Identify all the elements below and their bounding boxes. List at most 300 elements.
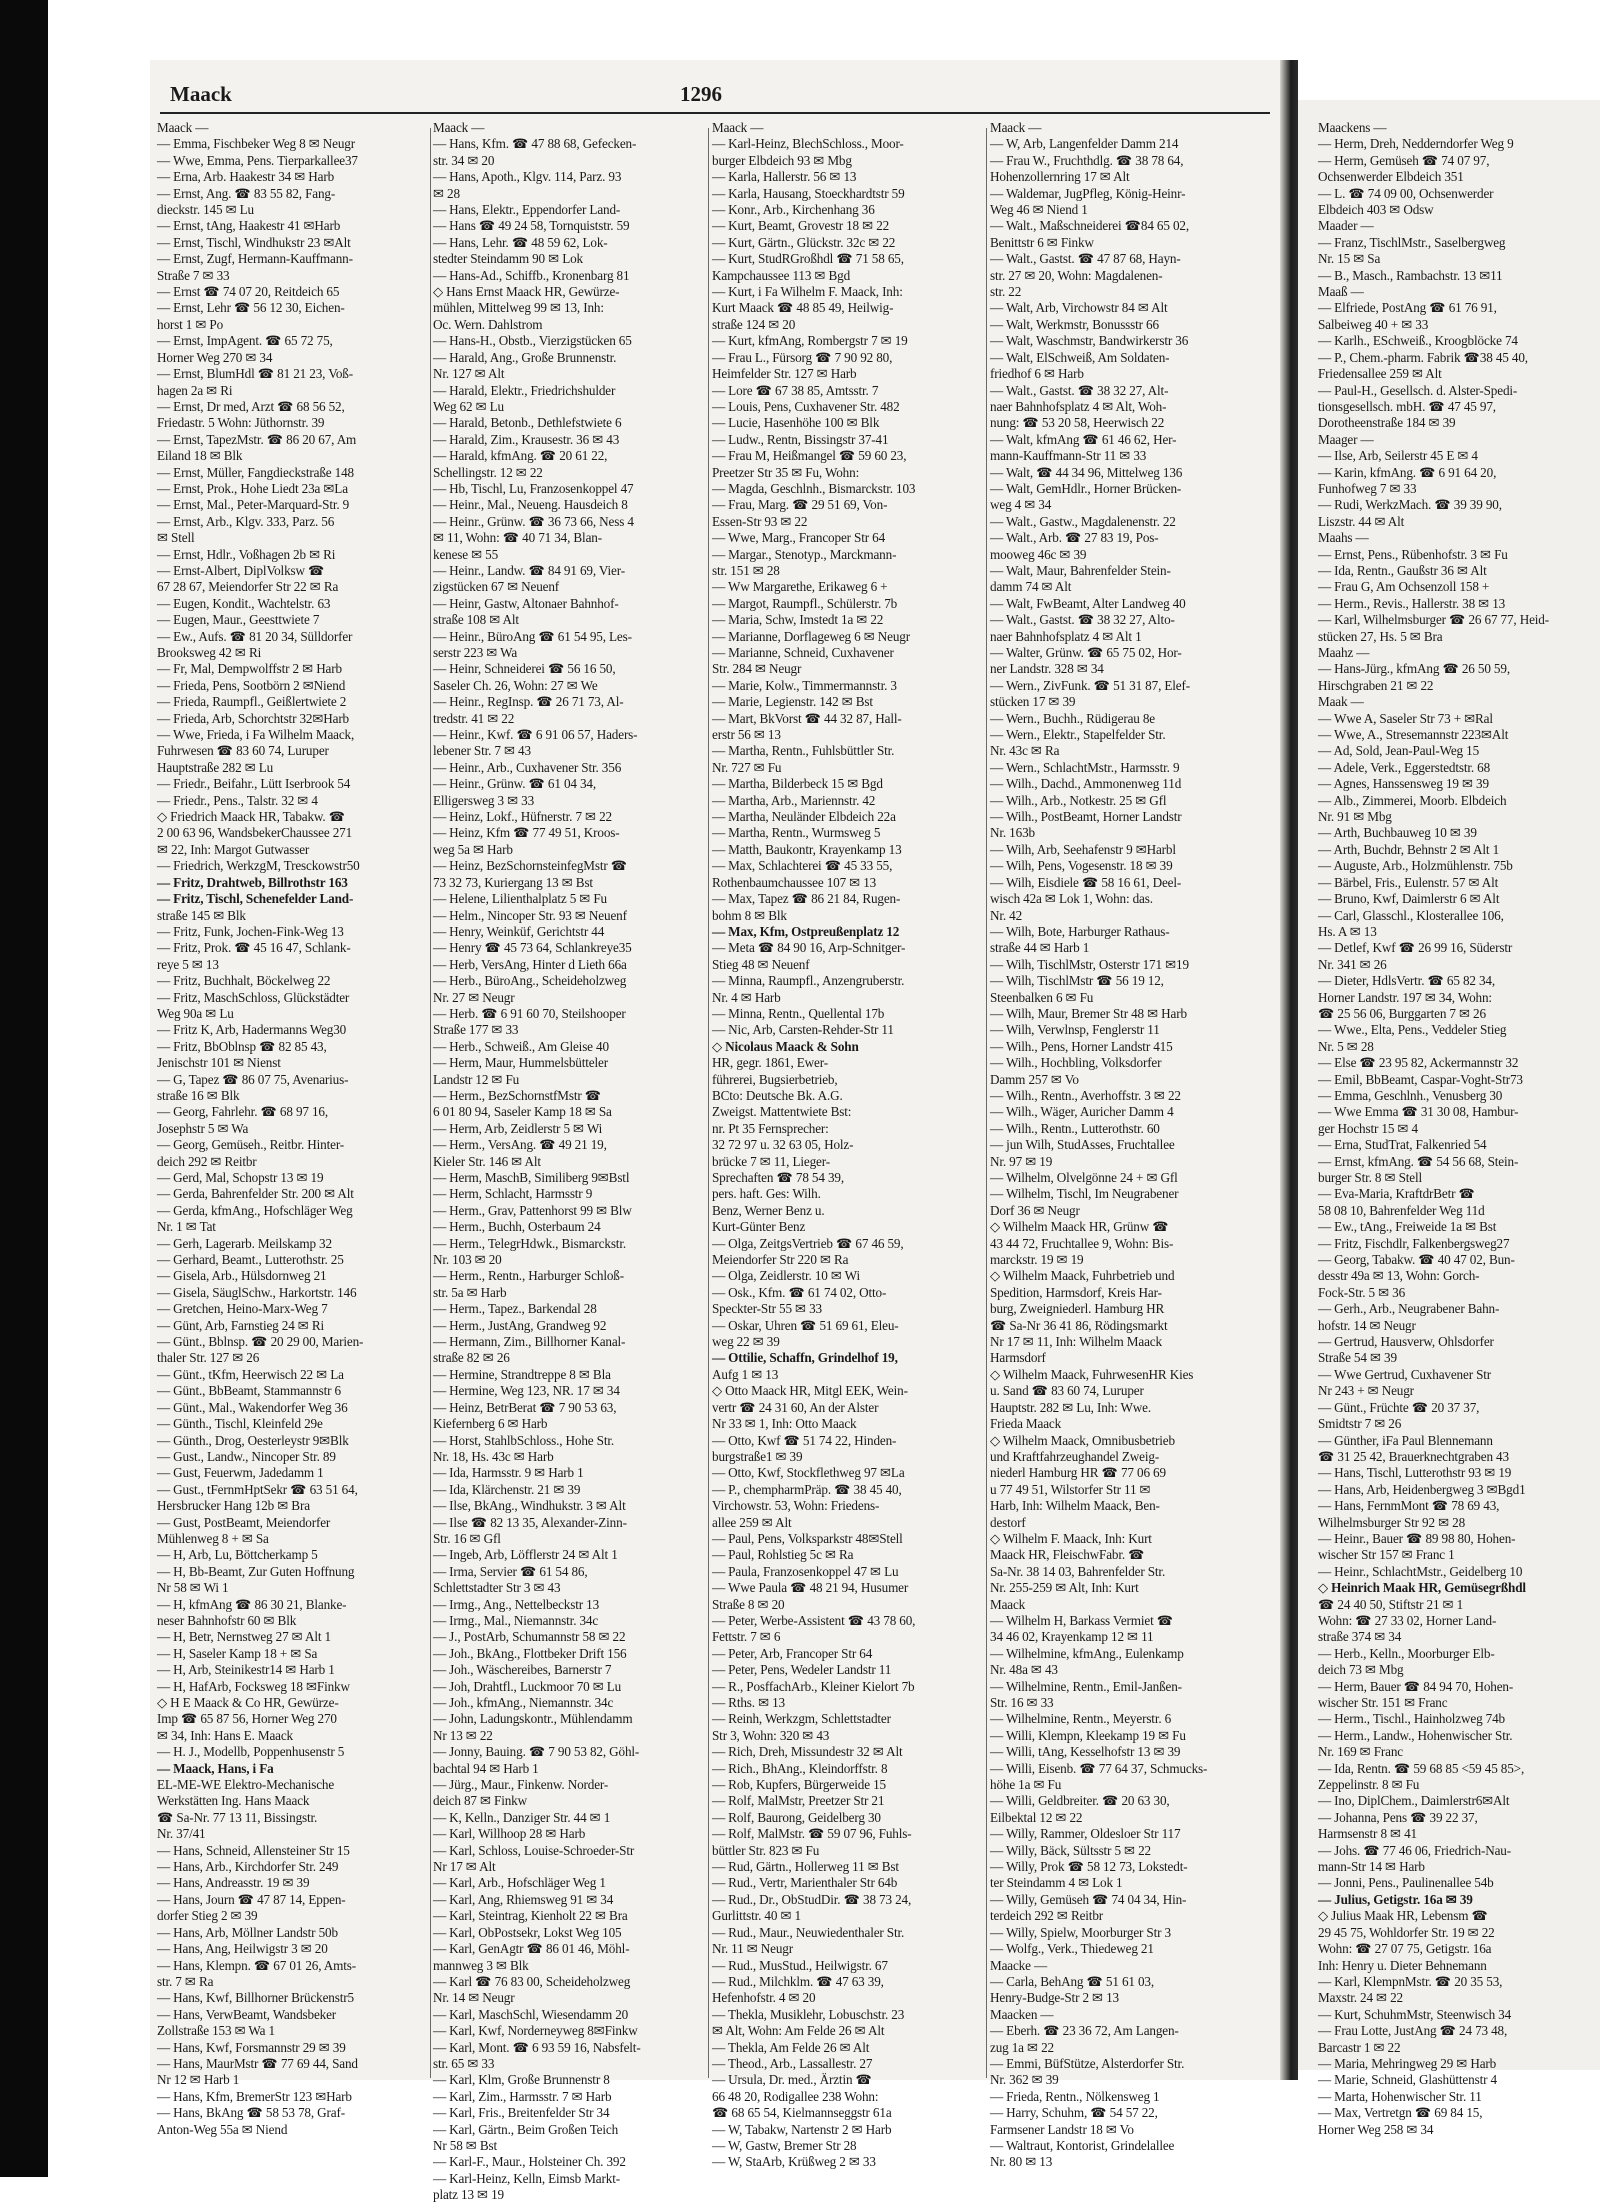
directory-entry-line: — Arth, Buchbauweg 10 ✉ 39	[1318, 825, 1477, 841]
directory-entry-line: — Frieda, Arb, Schorchtstr 32✉Harb	[157, 710, 350, 726]
directory-entry-line: 32 72 97 u. 32 63 05, Holz-	[712, 1137, 854, 1153]
directory-entry-line: — Peter, Arb, Francoper Str 64	[712, 1645, 873, 1661]
directory-entry-line: — Meta ☎ 84 90 16, Arp-Schnitger-	[712, 940, 906, 956]
directory-entry-line: Aufg 1 ✉ 13	[712, 1366, 779, 1382]
directory-entry-line: bachtal 94 ✉ Harb 1	[433, 1760, 539, 1776]
directory-entry-line: — Waltraut, Kontorist, Grindelallee	[990, 2137, 1175, 2153]
directory-entry-line: — Heinr., Mal., Neueng. Hausdeich 8	[433, 497, 628, 513]
directory-entry-line: — Rich., BhAng., Kleindorffstr. 8	[712, 1760, 888, 1776]
directory-entry-line: Dorf 36 ✉ Neugr	[990, 1202, 1080, 1218]
directory-entry-line: — Eva-Maria, KraftdrBetr ☎	[1318, 1186, 1475, 1202]
directory-entry-line: ✉ 11, Wohn: ☎ 40 71 34, Blan-	[433, 530, 602, 546]
directory-entry-line: — Georg, Fahrlehr. ☎ 68 97 16,	[157, 1104, 329, 1120]
directory-entry-line: — Willy, Gemüseh ☎ 74 04 34, Hin-	[990, 1891, 1187, 1907]
directory-entry-line: — Walt., Gastst. ☎ 47 87 68, Hayn-	[990, 251, 1181, 267]
directory-entry-line: Maack —	[990, 120, 1042, 135]
directory-entry-line: Dorotheenstraße 184 ✉ 39	[1318, 415, 1456, 431]
directory-entry-line: — Wilh, TischlMstr ☎ 56 19 12,	[990, 973, 1164, 989]
directory-entry-line: friedhof 6 ✉ Harb	[990, 366, 1084, 382]
directory-entry-line: — Herm, Bauer ☎ 84 94 70, Hohen-	[1318, 1678, 1514, 1694]
directory-entry-line: — Fritz, MaschSchloss, Glückstädter	[157, 989, 350, 1005]
directory-entry-line: — Willi, Klempn, Kleekamp 19 ✉ Fu	[990, 1727, 1186, 1743]
directory-entry-line: — Heinr., BüroAng ☎ 61 54 95, Les-	[433, 628, 632, 644]
directory-entry-line: — Karla, Hausang, Stoeckhardtstr 59	[712, 185, 905, 201]
page-header	[160, 78, 1270, 114]
directory-entry-line: — Johs. ☎ 77 46 06, Friedrich-Nau-	[1318, 1842, 1511, 1858]
directory-entry-line: — Wilh, Maur, Bremer Str 48 ✉ Harb	[990, 1005, 1187, 1021]
directory-entry-line: Preetzer Str 35 ✉ Fu, Wohn:	[712, 464, 860, 480]
directory-entry-line: — Herm., Tischl., Hainholzweg 74b	[1318, 1711, 1505, 1727]
directory-entry-line: mann-Str 14 ✉ Harb	[1318, 1859, 1425, 1875]
directory-entry-line: — Martha, Rentn., Wurmsweg 5	[712, 825, 881, 841]
directory-entry-line: pers. haft. Ges: Wilh.	[712, 1186, 821, 1202]
directory-entry-line: — Marie, Legienstr. 142 ✉ Bst	[712, 694, 873, 710]
directory-entry-line: — Waldemar, JugPfleg, König-Heinr-	[990, 185, 1186, 201]
directory-entry-line: — Henry, Weinküf, Gerichtstr 44	[433, 923, 605, 939]
directory-entry-line: — Gertrud, Hausverw, Ohlsdorfer	[1318, 1334, 1494, 1350]
directory-entry-line: ◇ Wilhelm Maack, Fuhrbetrieb und	[990, 1268, 1175, 1284]
directory-entry-line: ◇ Otto Maack HR, Mitgl EEK, Wein-	[712, 1383, 908, 1399]
directory-entry-line: Werkstätten Ing. Hans Maack	[157, 1793, 310, 1809]
directory-entry-line: — Walt, ElSchweiß, Am Soldaten-	[990, 349, 1170, 365]
directory-entry-line: — Horst, StahlbSchloss., Hohe Str.	[433, 1432, 614, 1448]
directory-entry-line: ✉ Stell	[157, 530, 195, 546]
directory-entry-line: horst 1 ✉ Po	[157, 316, 224, 332]
directory-entry-line: — Harald, kfmAng. ☎ 20 61 22,	[433, 448, 608, 464]
directory-entry-line: — Herm., BezSchornstfMstr ☎	[433, 1087, 602, 1103]
directory-entry-line: burgstraße1 ✉ 39	[712, 1448, 803, 1464]
directory-entry-line: — Günther, iFa Paul Blennemann	[1318, 1432, 1493, 1448]
scan-edge-left	[0, 0, 48, 2177]
directory-entry-line: Fettstr. 7 ✉ 6	[712, 1629, 781, 1645]
directory-entry-line: — Herm., Landw., Hohenwischer Str.	[1318, 1727, 1513, 1743]
directory-entry-line: — Maria, Mehringweg 29 ✉ Harb	[1318, 2055, 1497, 2071]
directory-entry-line: str. 34 ✉ 20	[433, 152, 495, 168]
directory-entry-line: — Hans, MaurMstr ☎ 77 69 44, Sand	[157, 2055, 358, 2071]
directory-entry-line: — Herb, VersAng, Hinter d Lieth 66a	[433, 956, 627, 972]
directory-entry-line: — Gisela, SäuglSchw., Harkortstr. 146	[157, 1284, 357, 1300]
directory-entry-line: — Wilh, Eisdiele ☎ 58 16 61, Deel-	[990, 874, 1182, 890]
directory-entry-line: Meiendorfer Str 220 ✉ Ra	[712, 1252, 849, 1268]
directory-entry-line: Eilbektal 12 ✉ 22	[990, 1809, 1083, 1825]
directory-entry-line: — Eugen, Maur., Geesttwiete 7	[157, 612, 320, 628]
directory-entry-line: Kurt Maack ☎ 48 85 49, Heilwig-	[712, 300, 894, 316]
directory-entry-line: lebener Str. 7 ✉ 43	[433, 743, 531, 759]
directory-entry-line: — Karl, Gärtn., Beim Großen Teich	[433, 2121, 619, 2137]
directory-entry-line: Ochsenwerder Elbdeich 351	[1318, 169, 1464, 185]
directory-entry-line: — Günt., Früchte ☎ 20 37 37,	[1318, 1399, 1480, 1415]
directory-entry-line: — Harald, Elektr., Friedrichshulder	[433, 382, 616, 398]
directory-entry-line: — Frau M, Heißmangel ☎ 59 60 23,	[712, 448, 907, 464]
directory-entry-line: — Margot, Raumpfl., Schülerstr. 7b	[712, 595, 898, 611]
directory-entry-line: — Ernst, ImpAgent. ☎ 65 72 75,	[157, 333, 333, 349]
directory-entry-line: — Ernst, Prok., Hohe Liedt 23a ✉La	[157, 480, 348, 496]
directory-entry-line: — Paul-H., Gesellsch. d. Alster-Spedi-	[1318, 382, 1518, 398]
directory-entry-line: ☎ 68 65 54, Kielmannseggstr 61a	[712, 2105, 892, 2121]
directory-entry-line: nung: ☎ 53 20 58, Heerwisch 22	[990, 415, 1165, 431]
directory-entry-line: — Wern., ZivFunk. ☎ 51 31 87, Elef-	[990, 677, 1190, 693]
directory-entry-line: — Frau, Marg. ☎ 29 51 69, Von-	[712, 497, 888, 513]
directory-entry-line: Nr 33 ✉ 1, Inh: Otto Maack	[712, 1416, 857, 1432]
directory-entry-line: — Herm, Gemüseh ☎ 74 07 97,	[1318, 152, 1490, 168]
directory-entry-line: — Rud., Milchklm. ☎ 47 63 39,	[712, 1973, 884, 1989]
directory-entry-line: Kiefernberg 6 ✉ Harb	[433, 1416, 548, 1432]
directory-entry-line: — Herb., Kelln., Moorburger Elb-	[1318, 1645, 1495, 1661]
directory-column-3	[712, 120, 984, 2170]
directory-entry-line: Wilhelmsburger Str 92 ✉ 28	[1318, 1514, 1466, 1530]
directory-entry-line: Nr 13 ✉ 22	[433, 1727, 493, 1743]
directory-entry-line: Nr 17 ✉ 11, Inh: Wilhelm Maack	[990, 1334, 1162, 1350]
directory-entry-line: Hauptstr. 282 ✉ Lu, Inh: Wwe.	[990, 1399, 1152, 1415]
directory-entry-line: — Olga, ZeitgsVertrieb ☎ 67 46 59,	[712, 1235, 904, 1251]
directory-entry-line: Hirschgraben 21 ✉ 22	[1318, 677, 1434, 693]
directory-entry-line: Nr. 42	[990, 907, 1023, 923]
directory-entry-line: platz 13 ✉ 19	[433, 2187, 504, 2203]
directory-entry-line: damm 74 ✉ Alt	[990, 579, 1072, 595]
directory-entry-line: — Herm., Grav, Pattenhorst 99 ✉ Blw	[433, 1202, 632, 1218]
directory-entry-line: straße 124 ✉ 20	[712, 316, 796, 332]
directory-entry-line: — Helene, Lilienthalplatz 5 ✉ Fu	[433, 891, 607, 907]
directory-entry-line: — Heinz, BezSchornsteinfegMstr ☎	[433, 858, 628, 874]
directory-entry-line: — H, Betr, Nernstweg 27 ✉ Alt 1	[157, 1629, 331, 1645]
directory-entry-line: — Karl, ObPostsekr, Lokst Weg 105	[433, 1924, 622, 1940]
directory-entry-line: — Karl-Heinz, BlechSchloss., Moor-	[712, 136, 904, 152]
directory-entry-line: — Ww Margarethe, Erikaweg 6 +	[712, 579, 888, 595]
directory-entry-line: straße 145 ✉ Blk	[157, 907, 246, 923]
directory-entry-line: ☎ 31 25 42, Brauerknechtgraben 43	[1318, 1448, 1509, 1464]
directory-entry-line: — Herm., Buchh, Osterbaum 24	[433, 1219, 601, 1235]
directory-entry-line: — Wilh, Verwlnsp, Fenglerstr 11	[990, 1022, 1160, 1038]
directory-entry-line: — Kurt, StudRGroßhdl ☎ 71 58 65,	[712, 251, 904, 267]
directory-entry-line: — Thekla, Musiklehr, Lobuschstr. 23	[712, 2006, 905, 2022]
directory-entry-line: — Max, Schlachterei ☎ 45 33 55,	[712, 858, 893, 874]
directory-entry-line: — W, Tabakw, Nartenstr 2 ✉ Harb	[712, 2121, 892, 2137]
directory-entry-line: allee 259 ✉ Alt	[712, 1514, 792, 1530]
directory-entry-line: — Willy, Spielw, Moorburger Str 3	[990, 1924, 1171, 1940]
directory-entry-line: — Ottilie, Schaffn, Grindelhof 19,	[712, 1350, 898, 1366]
directory-entry-line: Nr. 103 ✉ 20	[433, 1252, 502, 1268]
directory-entry-line: — Heinr, Gastw, Altonaer Bahnhof-	[433, 595, 619, 611]
directory-entry-line: Nr. 43c ✉ Ra	[990, 743, 1060, 759]
directory-entry-line: Horner Weg 258 ✉ 34	[1318, 2121, 1434, 2137]
directory-entry-line: wischer Str 157 ✉ Franc 1	[1318, 1547, 1455, 1563]
directory-entry-line: Harmsdorf	[990, 1350, 1046, 1366]
directory-entry-line: naer Bahnhofsplatz 4 ✉ Alt, Woh-	[990, 398, 1167, 414]
directory-entry-line: — Hans-H., Obstb., Vierzigstücken 65	[433, 333, 632, 349]
directory-entry-line: Barcastr 1 ✉ 22	[1318, 2039, 1401, 2055]
directory-entry-line: Jenischstr 101 ✉ Nienst	[157, 1055, 281, 1071]
directory-entry-line: Maahz —	[1318, 645, 1370, 660]
directory-entry-line: — Fritz, Funk, Jochen-Fink-Weg 13	[157, 923, 344, 939]
directory-entry-line: Saseler Ch. 26, Wohn: 27 ✉ We	[433, 677, 598, 693]
directory-entry-line: — Hans, Kfm. ☎ 47 88 68, Gefecken-	[433, 136, 637, 152]
directory-entry-line: ◇ Hans Ernst Maack HR, Gewürze-	[433, 284, 620, 300]
directory-entry-line: 66 48 20, Rodigallee 238 Wohn:	[712, 2088, 879, 2104]
directory-entry-line: Hersbrucker Hang 12b ✉ Bra	[157, 1498, 310, 1514]
directory-entry-line: 29 45 75, Wohldorfer Str. 19 ✉ 22	[1318, 1924, 1495, 1940]
directory-entry-line: Henry-Budge-Str 2 ✉ 13	[990, 1990, 1119, 2006]
directory-entry-line: — Rud., MusStud., Heilwigstr. 67	[712, 1957, 888, 1973]
directory-entry-line: — Ilse, Arb, Seilerstr 45 E ✉ 4	[1318, 448, 1478, 464]
directory-entry-line: — Frau W., Fruchthdlg. ☎ 38 78 64,	[990, 152, 1184, 168]
directory-entry-line: ☎ 25 56 06, Burggarten 7 ✉ 26	[1318, 1005, 1486, 1021]
directory-entry-line: — P., chempharmPräp. ☎ 38 45 40,	[712, 1481, 902, 1497]
directory-entry-line: zug 1a ✉ 22	[990, 2039, 1054, 2055]
directory-entry-line: Maack —	[433, 120, 485, 135]
directory-entry-line: — Rud., Vertr, Marienthaler Str 64b	[712, 1875, 898, 1891]
directory-entry-line: — Helm., Nincoper Str. 93 ✉ Neuenf	[433, 907, 627, 923]
directory-entry-line: — Herm, Arb, Zeidlerstr 5 ✉ Wi	[433, 1120, 603, 1136]
directory-entry-line: — Willi, Eisenb. ☎ 77 64 37, Schmucks-	[990, 1760, 1208, 1776]
directory-entry-line: — Marianne, Dorflageweg 6 ✉ Neugr	[712, 628, 910, 644]
directory-entry-line: — Walt, kfmAng ☎ 61 46 62, Her-	[990, 431, 1177, 447]
directory-entry-line: ◇ Wilhelm Maack, Omnibusbetrieb	[990, 1432, 1175, 1448]
directory-entry-line: — Heinr., Grünw. ☎ 36 73 66, Ness 4	[433, 513, 634, 529]
directory-entry-line: — Mart, BkVorst ☎ 44 32 87, Hall-	[712, 710, 902, 726]
directory-entry-line: — Ludw., Rentn, Bissingstr 37-41	[712, 431, 889, 447]
directory-entry-line: — Lore ☎ 67 38 85, Amtsstr. 7	[712, 382, 879, 398]
directory-entry-line: — Hans, FernmMont ☎ 78 69 43,	[1318, 1498, 1500, 1514]
directory-entry-line: — Hans, VerwBeamt, Wandsbeker	[157, 2006, 337, 2022]
directory-entry-line: mühlen, Mittelweg 99 ✉ 13, Inh:	[433, 300, 604, 316]
directory-entry-line: Landstr 12 ✉ Fu	[433, 1071, 520, 1087]
directory-entry-line: — Frieda, Raumpfl., Geißlertwiete 2	[157, 694, 347, 710]
directory-entry-line: — Friedr., Pens., Talstr. 32 ✉ 4	[157, 792, 318, 808]
directory-entry-line: Straße 54 ✉ 39	[1318, 1350, 1397, 1366]
directory-entry-line: stedter Steindamm 90 ✉ Lok	[433, 251, 583, 267]
directory-entry-line: Nr. 15 ✉ Sa	[1318, 251, 1381, 267]
directory-entry-line: — Willy, Rammer, Oldesloer Str 117	[990, 1826, 1181, 1842]
directory-entry-line: 2 00 63 96, WandsbekerChaussee 271	[157, 825, 353, 841]
directory-entry-line: — Ernst, Ang. ☎ 83 55 82, Fang-	[157, 185, 336, 201]
directory-entry-line: — Hans, Elektr., Eppendorfer Land-	[433, 202, 621, 218]
directory-entry-line: — Herm, Maur, Hummelsbütteler	[433, 1055, 608, 1071]
directory-entry-line: brücke 7 ✉ 11, Lieger-	[712, 1153, 830, 1169]
directory-entry-line: Maacken —	[990, 2006, 1054, 2022]
directory-entry-line: — Ida, Klärchenstr. 21 ✉ 39	[433, 1481, 581, 1497]
directory-entry-line: straße 44 ✉ Harb 1	[990, 940, 1090, 956]
directory-entry-line: Nr 243 + ✉ Neugr	[1318, 1383, 1414, 1399]
directory-entry-line: — Karl, Arb., Hofschläger Weg 1	[433, 1875, 606, 1891]
directory-entry-line: Nr. 4 ✉ Harb	[712, 989, 781, 1005]
directory-entry-line: — Herb., BüroAng., Scheideholzweg	[433, 973, 627, 989]
directory-entry-line: Steenbalken 6 ✉ Fu	[990, 989, 1094, 1005]
directory-entry-line: — Walt, Maur, Bahrenfelder Stein-	[990, 562, 1171, 578]
directory-entry-line: ◇ H E Maack & Co HR, Gewürze-	[157, 1695, 339, 1710]
directory-entry-line: — Fritz, Tischl, Schenefelder Land-	[157, 891, 354, 907]
directory-entry-line: — Karl, Steintrag, Kienholt 22 ✉ Bra	[433, 1908, 628, 1924]
directory-entry-line: — Fritz, Buchhalt, Böckelweg 22	[157, 973, 331, 989]
directory-entry-line: Maack HR, FleischwFabr. ☎	[990, 1547, 1145, 1563]
directory-entry-line: — Bruno, Kwf, Daimlerstr 6 ✉ Alt	[1318, 891, 1500, 907]
directory-entry-line: — Willy, Prok ☎ 58 12 73, Lokstedt-	[990, 1859, 1188, 1875]
directory-entry-line: Horner Landstr. 197 ✉ 34, Wohn:	[1318, 989, 1492, 1005]
directory-entry-line: — Ingeb, Arb, Löfflerstr 24 ✉ Alt 1	[433, 1547, 618, 1563]
directory-entry-line: — Wwe, Emma, Pens. Tierparkallee37	[157, 152, 358, 168]
directory-entry-line: — Rud., Maur., Neuwiedenthaler Str.	[712, 1924, 905, 1940]
directory-entry-line: Salbeiweg 40 + ✉ 33	[1318, 316, 1429, 332]
directory-entry-line: Sa-Nr. 38 14 03, Bahrenfelder Str.	[990, 1563, 1166, 1579]
directory-entry-line: Maackens —	[1318, 120, 1387, 135]
directory-entry-line: — Heinr., Arb., Cuxhavener Str. 356	[433, 759, 622, 775]
directory-entry-line: — Herm., TelegrHdwk., Bismarckstr.	[433, 1235, 626, 1251]
directory-entry-line: Spedition, Harmsdorf, Kreis Har-	[990, 1284, 1162, 1300]
directory-entry-line: Maahs —	[1318, 530, 1369, 546]
directory-entry-line: 67 28 67, Meiendorfer Str 22 ✉ Ra	[157, 579, 339, 595]
directory-entry-line: Wohn: ☎ 27 33 02, Horner Land-	[1318, 1612, 1497, 1628]
directory-entry-line: — Oskar, Uhren ☎ 51 69 61, Eleu-	[712, 1317, 899, 1333]
directory-entry-line: — Walter, Grünw. ☎ 65 75 02, Hor-	[990, 645, 1182, 660]
directory-entry-line: HR, gegr. 1861, Ewer-	[712, 1055, 828, 1071]
directory-entry-line: — Julius, Getigstr. 16a ✉ 39	[1318, 1891, 1473, 1907]
directory-entry-line: destorf	[990, 1514, 1026, 1530]
directory-entry-line: — Gerda, kfmAng., Hofschläger Weg	[157, 1202, 353, 1218]
directory-entry-line: Maaß —	[1318, 284, 1364, 300]
directory-entry-line: — Reinh, Werkzgm, Schlettstadter	[712, 1711, 891, 1727]
directory-entry-line: — Gerhard, Beamt., Lutterothstr. 25	[157, 1252, 344, 1268]
directory-entry-line: — Heinr., SchlachtMstr., Geidelberg 10	[1318, 1563, 1523, 1579]
directory-entry-line: — Wilhelmine, Rentn., Emil-Janßen-	[990, 1678, 1182, 1694]
directory-entry-line: — Fritz, Drahtweb, Billrothstr 163	[157, 874, 348, 890]
directory-entry-line: — Ernst, Hdlr., Voßhagen 2b ✉ Ri	[157, 546, 336, 562]
directory-entry-line: Hohenzollernring 17 ✉ Alt	[990, 169, 1130, 185]
directory-entry-line: ✉ Alt, Wohn: Am Felde 26 ✉ Alt	[712, 2023, 885, 2039]
directory-entry-line: — Hans, Tischl, Lutterothstr 93 ✉ 19	[1318, 1465, 1512, 1481]
directory-entry-line: — Ernst, Arb., Klgv. 333, Parz. 56	[157, 513, 335, 529]
directory-entry-line: — Heinr., Kwf. ☎ 6 91 06 57, Haders-	[433, 727, 638, 743]
directory-entry-line: — Heinr., Landw. ☎ 84 91 69, Vier-	[433, 562, 625, 578]
directory-column-4	[990, 120, 1272, 2170]
directory-entry-line: straße 108 ✉ Alt	[433, 612, 519, 628]
directory-entry-line: str. 27 ✉ 20, Wohn: Magdalenen-	[990, 267, 1163, 283]
directory-entry-line: Nr. 18, Hs. 43c ✉ Harb	[433, 1448, 554, 1464]
directory-entry-line: — Frau L., Fürsorg ☎ 7 90 92 80,	[712, 349, 893, 365]
directory-entry-line: 6 01 80 94, Saseler Kamp 18 ✉ Sa	[433, 1104, 612, 1120]
directory-entry-line: — Wilhelm, Olvelgönne 24 + ✉ Gfl	[990, 1170, 1178, 1185]
directory-entry-line: — Adele, Verk., Eggerstedtstr. 68	[1318, 759, 1491, 775]
directory-entry-line: — Max, Tapez ☎ 86 21 84, Rugen-	[712, 891, 901, 907]
directory-entry-line: — Thekla, Am Felde 26 ✉ Alt	[712, 2039, 870, 2055]
directory-entry-line: neser Bahnhofstr 60 ✉ Blk	[157, 1612, 297, 1628]
directory-entry-line: — Walt., Gastst. ☎ 38 32 27, Alt-	[990, 382, 1169, 398]
directory-entry-line: — jun Wilh, StudAsses, Fruchtallee	[990, 1137, 1175, 1153]
directory-entry-line: — Ernst, TapezMstr. ☎ 86 20 67, Am	[157, 431, 357, 447]
directory-entry-line: — Auguste, Arb., Holzmühlenstr. 75b	[1318, 858, 1513, 874]
directory-entry-line: Elbdeich 403 ✉ Odsw	[1318, 202, 1434, 218]
directory-entry-line: — Hans-Jürg., kfmAng ☎ 26 50 59,	[1318, 661, 1510, 677]
directory-entry-line: — Walt., Arb. ☎ 27 83 19, Pos-	[990, 530, 1159, 546]
directory-entry-line: thaler Str. 127 ✉ 26	[157, 1350, 260, 1366]
directory-entry-line: — Fritz, Fischdlr, Falkenbergsweg27	[1318, 1235, 1510, 1251]
directory-entry-line: — Hans, Kwf, Billhorner Brückenstr5	[157, 1990, 354, 2006]
directory-entry-line: — Erna, Arb. Haakestr 34 ✉ Harb	[157, 169, 335, 185]
directory-entry-line: — Heinr., RegInsp. ☎ 26 71 73, Al-	[433, 694, 624, 710]
directory-entry-line: stücken 27, Hs. 5 ✉ Bra	[1318, 628, 1443, 644]
directory-entry-line: — Herm., JustAng, Grandweg 92	[433, 1317, 607, 1333]
directory-entry-line: ner Landstr. 328 ✉ 34	[990, 661, 1104, 677]
directory-entry-line: — Elfriede, PostAng ☎ 61 76 91,	[1318, 300, 1497, 316]
directory-entry-line: — Wolfg., Verk., Thiedeweg 21	[990, 1941, 1154, 1957]
column-rule	[986, 128, 987, 2078]
directory-entry-line: Heimfelder Str. 127 ✉ Harb	[712, 366, 857, 382]
directory-entry-line: — Magda, Geschlnh., Bismarckstr. 103	[712, 480, 916, 496]
directory-entry-line: — Wwe A, Saseler Str 73 + ✉Ral	[1318, 710, 1493, 726]
directory-entry-line: — Olga, Zeidlerstr. 10 ✉ Wi	[712, 1268, 860, 1284]
directory-entry-line: Nr. 5 ✉ 28	[1318, 1038, 1374, 1054]
directory-entry-line: — Margar., Stenotyp., Marckmann-	[712, 546, 897, 562]
directory-entry-line: — Johanna, Pens ☎ 39 22 37,	[1318, 1809, 1478, 1825]
directory-entry-line: hofstr. 14 ✉ Neugr	[1318, 1317, 1416, 1333]
directory-entry-line: — Hermine, Weg 123, NR. 17 ✉ 34	[433, 1383, 620, 1399]
directory-entry-line: Zeppelinstr. 8 ✉ Fu	[1318, 1777, 1420, 1793]
directory-entry-line: weg 4 ✉ 34	[990, 497, 1052, 513]
directory-entry-line: — Wilh., Pens, Horner Landstr 415	[990, 1038, 1173, 1054]
column-rule	[430, 128, 431, 2078]
directory-entry-line: Nr 17 ✉ Alt	[433, 1859, 496, 1875]
directory-entry-line: ◇ Heinrich Maak HR, Gemüsegrßhdl	[1318, 1580, 1526, 1596]
directory-entry-line: — Heinr., Grünw. ☎ 61 04 34,	[433, 776, 597, 792]
directory-entry-line: — Walt, Arb, Virchowstr 84 ✉ Alt	[990, 300, 1168, 316]
directory-entry-line: deich 87 ✉ Finkw	[433, 1793, 527, 1809]
directory-entry-line: Smidtstr 7 ✉ 26	[1318, 1416, 1402, 1432]
header-surname: Maack	[170, 82, 232, 106]
directory-entry-line: deich 292 ✉ Reitbr	[157, 1153, 257, 1169]
directory-entry-line: — Rud., Dr., ObStudDir. ☎ 38 73 24,	[712, 1891, 912, 1907]
directory-entry-line: — Gust., tFernmHptSekr ☎ 63 51 64,	[157, 1481, 358, 1497]
directory-entry-line: — Frieda, Rentn., Nölkensweg 1	[990, 2088, 1160, 2104]
directory-entry-line: Maager —	[1318, 431, 1374, 447]
directory-entry-line: Imp ☎ 65 87 56, Horner Weg 270	[157, 1711, 337, 1727]
directory-entry-line: Eiland 18 ✉ Blk	[157, 448, 243, 464]
directory-column-2	[433, 120, 705, 2203]
directory-entry-line: — Jonny, Bauing. ☎ 7 90 53 82, Göhl-	[433, 1744, 640, 1760]
directory-entry-line: mooweg 46c ✉ 39	[990, 546, 1087, 562]
directory-entry-line: Hauptstraße 282 ✉ Lu	[157, 759, 274, 775]
directory-entry-line: — Harald, Zim., Krausestr. 36 ✉ 43	[433, 431, 620, 447]
directory-entry-line: — Jonni, Pens., Paulinenallee 54b	[1318, 1875, 1494, 1891]
directory-entry-line: — Wilhelm, Tischl, Im Neugrabener	[990, 1186, 1179, 1202]
directory-entry-line: — Georg, Tabakw. ☎ 40 47 02, Bun-	[1318, 1252, 1515, 1268]
directory-entry-line: Liszstr. 44 ✉ Alt	[1318, 513, 1405, 529]
directory-entry-line: Straße 7 ✉ 33	[157, 267, 230, 283]
directory-entry-line: Essen-Str 93 ✉ 22	[712, 513, 808, 529]
directory-entry-line: — Kurt, i Fa Wilhelm F. Maack, Inh:	[712, 284, 903, 300]
directory-entry-line: — B., Masch., Rambachstr. 13 ✉11	[1318, 267, 1503, 283]
directory-entry-line: — Karl, Ang, Rhiemsweg 91 ✉ 34	[433, 1891, 614, 1907]
directory-entry-line: — Rolf, MalMstr. ☎ 59 07 96, Fuhls-	[712, 1826, 912, 1842]
directory-entry-line: Anton-Weg 55a ✉ Niend	[157, 2121, 288, 2137]
directory-entry-line: 73 32 73, Kuriergang 13 ✉ Bst	[433, 874, 593, 890]
directory-entry-line: Funhofweg 7 ✉ 33	[1318, 480, 1417, 496]
directory-entry-line: — Hans, Andreasstr. 19 ✉ 39	[157, 1875, 310, 1891]
directory-entry-line: — Max, Kfm, Ostpreußenplatz 12	[712, 923, 900, 939]
directory-entry-line: — Karla, Hallerstr. 56 ✉ 13	[712, 169, 857, 185]
directory-entry-line: str. 5a ✉ Harb	[433, 1284, 507, 1300]
directory-entry-line: Nr. 48a ✉ 43	[990, 1662, 1058, 1678]
directory-entry-line: — W, StaArb, Krüßweg 2 ✉ 33	[712, 2154, 876, 2170]
directory-entry-line: — Friedrich, WerkzgM, Tresckowstr50	[157, 858, 360, 874]
directory-entry-line: — Karl, Zim., Harmsstr. 7 ✉ Harb	[433, 2088, 612, 2104]
directory-entry-line: — Herm., VersAng. ☎ 49 21 19,	[433, 1137, 607, 1153]
directory-entry-line: — Frieda, Pens, Sootbörn 2 ✉Niend	[157, 677, 346, 693]
directory-entry-line: — Wern., SchlachtMstr., Harmsstr. 9	[990, 759, 1180, 775]
directory-entry-line: weg 22 ✉ 39	[712, 1334, 780, 1350]
directory-entry-line: — H, kfmAng ☎ 86 30 21, Blanke-	[157, 1596, 347, 1612]
directory-entry-line: Schlettstadter Str 3 ✉ 43	[433, 1580, 561, 1596]
directory-entry-line: — Marianne, Schneid, Cuxhavener	[712, 645, 894, 660]
directory-entry-line: — Karl, Willhoop 28 ✉ Harb	[433, 1826, 586, 1842]
directory-entry-line: — Hermann, Zim., Billhorner Kanal-	[433, 1334, 626, 1350]
